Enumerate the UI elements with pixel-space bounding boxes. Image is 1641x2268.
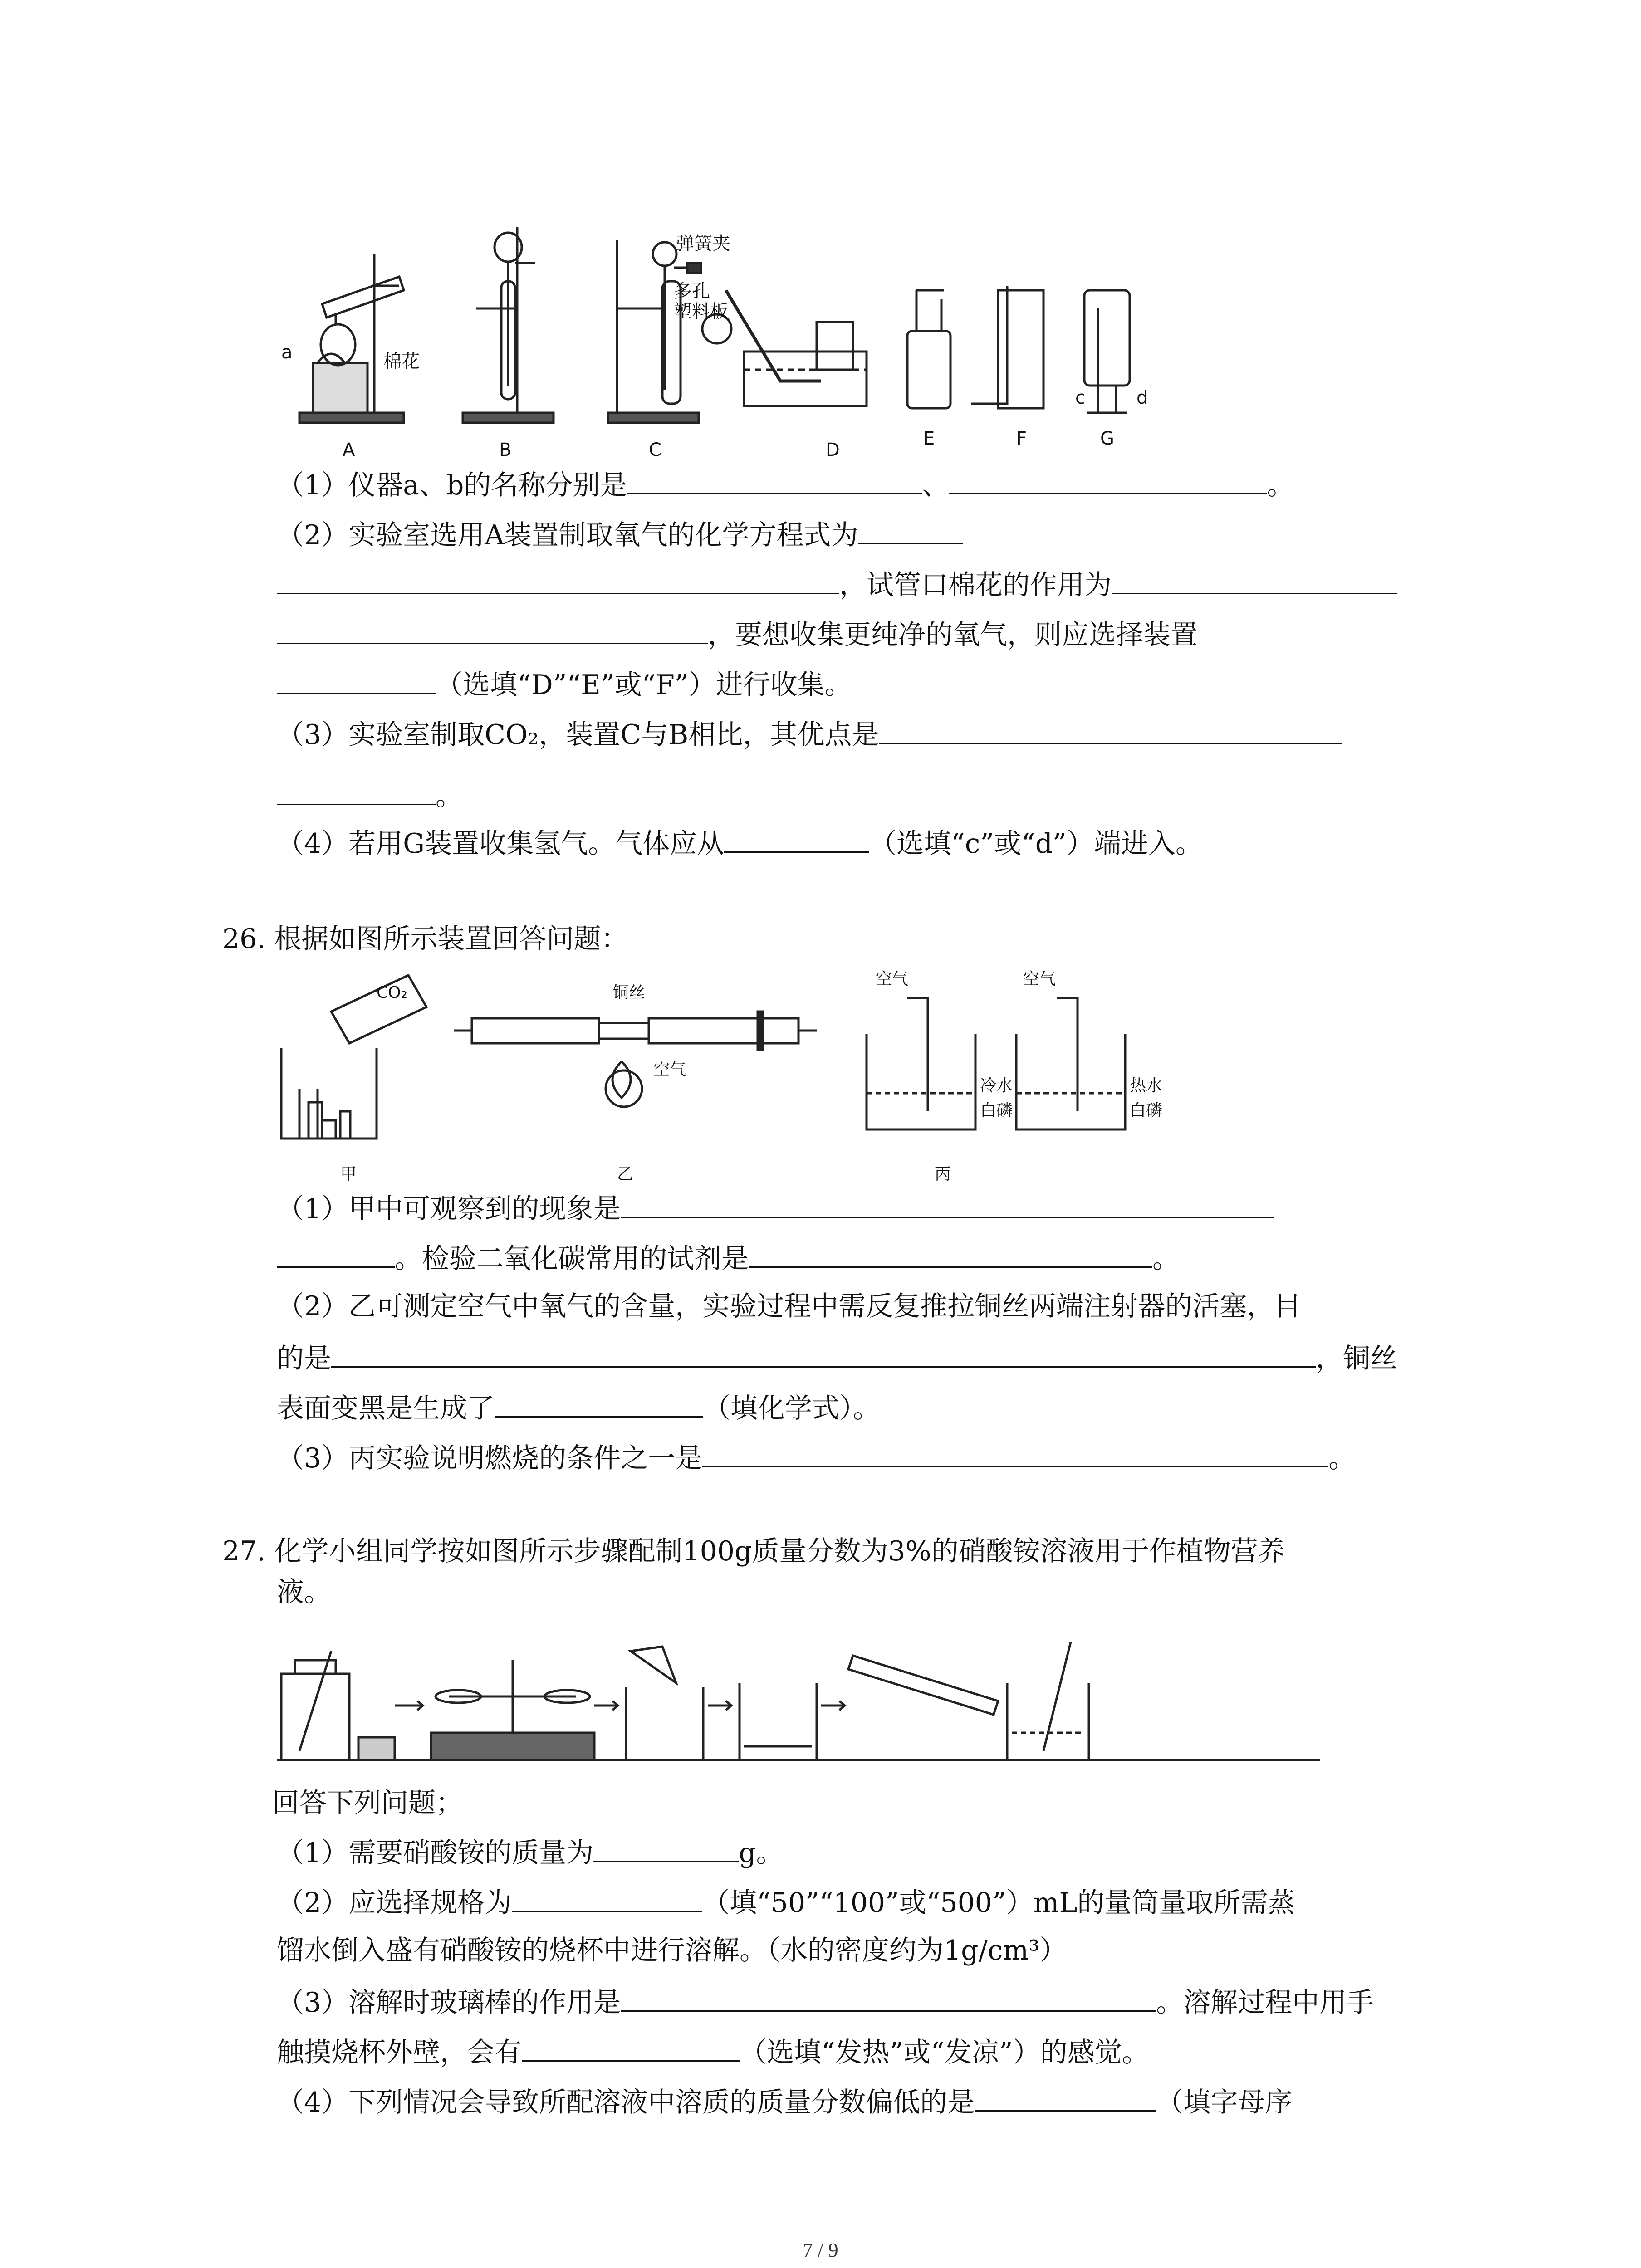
label-a: a [281, 342, 293, 363]
apparatus-figure-a-g-drawing [263, 213, 1307, 467]
q25-blank-cotton-1[interactable] [1112, 565, 1397, 594]
q26-part1-cont: 。检验二氧化碳常用的试剂是 。 [277, 1238, 1180, 1277]
q25-part3: （3）实验室制取CO₂，装置C与B相比，其优点是 [277, 714, 1342, 753]
apparatus-figure-a-g [263, 213, 1307, 467]
label-white-p-2: 白磷 [1130, 1101, 1163, 1120]
label-A: A [343, 440, 355, 460]
combustion-figure-drawing [272, 957, 1180, 1193]
q25-part2-cont3: （选填“D”“E”或“F”）进行收集。 [277, 665, 852, 703]
label-G: G [1100, 428, 1114, 449]
label-white-p-1: 白磷 [980, 1101, 1013, 1120]
q25-part2: （2）实验室选用A装置制取氧气的化学方程式为 [277, 515, 963, 553]
q26-blank-condition[interactable] [702, 1438, 1328, 1467]
q27-title-cont: 液。 [277, 1576, 331, 1608]
label-E: E [923, 428, 935, 449]
label-d: d [1136, 387, 1148, 408]
q25-blank-b[interactable] [949, 465, 1267, 494]
q25-part2-cont2: ，要想收集更纯净的氧气，则应选择装置 [277, 615, 1198, 653]
label-spring-clip: 弹簧夹 [676, 233, 730, 254]
q27-part2-cont: 馏水倒入盛有硝酸铵的烧杯中进行溶解。（水的密度约为1g/cm³） [277, 1935, 1067, 1966]
q25-part3-cont: 。 [277, 776, 463, 814]
q25-blank-a[interactable] [627, 465, 922, 494]
q27-part1: （1）需要硝酸铵的质量为 g。 [277, 1833, 784, 1871]
label-yi: 乙 [617, 1165, 634, 1183]
label-F: F [1016, 428, 1027, 449]
label-hot-water: 热水 [1130, 1076, 1163, 1095]
label-bing: 丙 [935, 1165, 951, 1183]
label-c: c [1075, 387, 1085, 408]
solution-steps-figure [272, 1642, 1361, 1774]
q27-part3: （3）溶解时玻璃棒的作用是 。溶解过程中用手 [277, 1982, 1374, 2021]
q26-blank-phenomenon-1[interactable] [621, 1188, 1274, 1218]
q27-title: 27. 化学小组同学按如图所示步骤配制100g质量分数为3%的硝酸铵溶液用于作植物营养 [222, 1535, 1285, 1567]
q26-part1: （1）甲中可观察到的现象是 [277, 1188, 1274, 1227]
label-air-in-1: 空气 [876, 970, 909, 988]
q25-blank-advantage-2[interactable] [277, 776, 436, 805]
label-B: B [499, 440, 512, 460]
q27-blank-choice[interactable] [975, 2082, 1156, 2112]
label-cold-water: 冷水 [980, 1076, 1013, 1095]
q27-blank-mass[interactable] [593, 1833, 739, 1862]
solution-steps-figure-drawing [272, 1642, 1361, 1774]
q26-blank-phenomenon-2[interactable] [277, 1238, 395, 1268]
q26-part2-cont1: 的是 ，铜丝 [277, 1338, 1397, 1377]
q25-blank-equation-2[interactable] [277, 565, 839, 594]
q26-blank-purpose[interactable] [331, 1338, 1316, 1368]
q27-blank-rod[interactable] [621, 1982, 1156, 2012]
q27-intro: 回答下列问题； [272, 1787, 463, 1819]
label-porous-plate-2: 塑料板 [674, 301, 728, 322]
label-cotton: 棉花 [383, 351, 420, 372]
page-number: 7 / 9 [803, 2239, 838, 2261]
combustion-figure [272, 957, 1180, 1193]
q25-blank-advantage-1[interactable] [879, 714, 1342, 744]
label-porous-plate-1: 多孔 [674, 281, 710, 302]
q26-part3: （3）丙实验说明燃烧的条件之一是 。 [277, 1438, 1356, 1476]
q27-part2: （2）应选择规格为 （填“50”“100”或“500”）mL的量筒量取所需蒸 [277, 1882, 1295, 1921]
label-air-in-2: 空气 [1023, 970, 1056, 988]
q26-title: 26. 根据如图所示装置回答问题： [222, 923, 628, 955]
q26-blank-formula[interactable] [495, 1388, 703, 1418]
q27-blank-cylinder[interactable] [512, 1882, 702, 1912]
q26-part2: （2）乙可测定空气中氧气的含量，实验过程中需反复推拉铜丝两端注射器的活塞，目 [277, 1290, 1302, 1322]
q26-blank-reagent[interactable] [749, 1238, 1152, 1268]
label-C: C [649, 440, 661, 460]
q25-blank-collect[interactable] [277, 665, 436, 694]
label-air: 空气 [653, 1061, 686, 1079]
label-D: D [826, 440, 840, 460]
q27-part3-cont: 触摸烧杯外壁，会有 （选填“发热”或“发凉”）的感觉。 [277, 2032, 1149, 2071]
label-jia: 甲 [340, 1165, 357, 1183]
q25-blank-port[interactable] [724, 823, 869, 853]
label-co2: CO₂ [377, 983, 407, 1002]
q25-blank-cotton-2[interactable] [277, 615, 708, 644]
q26-part2-cont2: 表面变黑是生成了 （填化学式）。 [277, 1388, 880, 1427]
q25-blank-equation-1[interactable] [858, 515, 963, 544]
q25-part4: （4）若用G装置收集氢气。气体应从 （选填“c”或“d”）端进入。 [277, 823, 1203, 862]
q27-blank-feel[interactable] [522, 2032, 740, 2062]
q27-part4: （4）下列情况会导致所配溶液中溶质的质量分数偏低的是 （填字母序 [277, 2082, 1292, 2121]
label-copper-wire: 铜丝 [612, 983, 646, 1002]
q25-part2-cont1: ，试管口棉花的作用为 [277, 565, 1397, 603]
q25-part1: （1）仪器a、b的名称分别是 、 。 [277, 465, 1294, 503]
